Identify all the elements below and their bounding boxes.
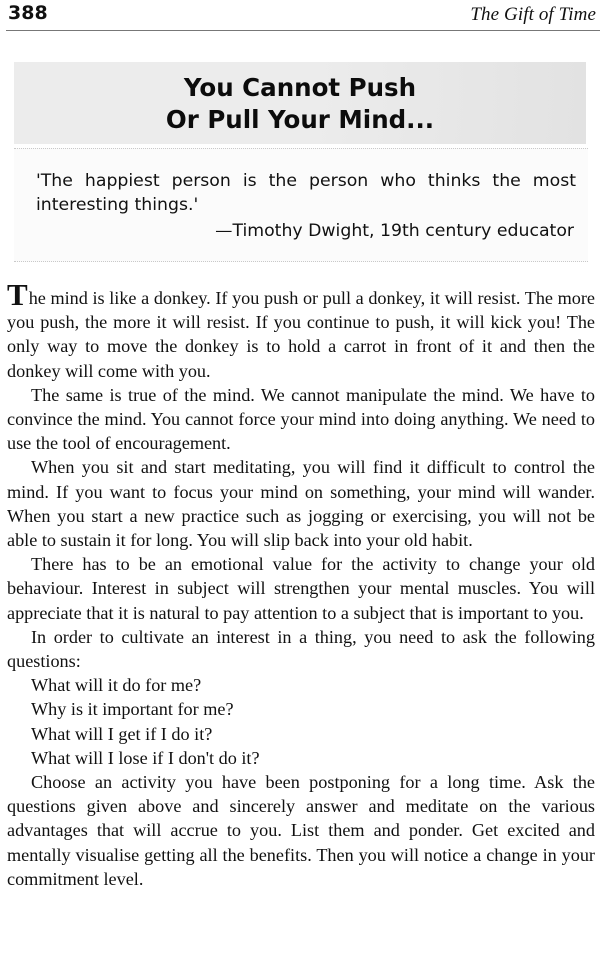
epigraph-attribution: —Timothy Dwight, 19th century educator bbox=[215, 221, 574, 241]
question-2: Why is it important for me? bbox=[31, 699, 234, 720]
epigraph-box bbox=[14, 148, 588, 262]
chapter-title-line-1: You Cannot Push bbox=[183, 73, 417, 102]
chapter-title-line-2: Or Pull Your Mind... bbox=[165, 105, 435, 134]
paragraph-1 bbox=[7, 277, 595, 383]
paragraph-2: The same is true of the mind. We cannot manipulate the mind. We have to convince the mind. You cannot force your mind into doing anything. We need to use the tool of encouragement. bbox=[7, 384, 595, 454]
paragraph-3: When you sit and start meditating, you will find it difficult to control the mind. If you want to focus your mind on something, your mind will wander. When you start a new practice such as jogging or exercising, you will not be able to sustain it for long. You will slip back into your old habit. bbox=[7, 457, 595, 551]
paragraph-4: There has to be an emotional value for the activity to change your old behaviour. Interest in subject will strengthen your mental muscles. You will appreciate that it is natural to pay attention to a subject that is important to you. bbox=[7, 554, 595, 623]
question-4: What will I lose if I don't do it? bbox=[31, 747, 260, 768]
chapter-title-band bbox=[14, 62, 586, 144]
page-header bbox=[0, 0, 600, 34]
running-head: The Gift of Time bbox=[470, 4, 596, 25]
paragraph-6: Choose an activity you have been postponing for a long time. Ask the questions given above and sincerely answer and meditate on the various advantages that will accrue to you. List them and ponder. Get excited and mentally visualise getting all the benefits. Then you will notice a change in your commitment level. bbox=[7, 772, 595, 889]
paragraph-5: In order to cultivate an interest in a thing, you need to ask the following questions: bbox=[7, 626, 595, 672]
epigraph-quote: 'The happiest person is the person who thinks the most interesting things.' bbox=[36, 171, 576, 215]
chapter-title bbox=[14, 72, 586, 136]
paragraph-1-text: he mind is like a donkey. If you push or pull a donkey, it will resist. The more you push, the more it will resist. If you continue to push, it will kick you! The only way to move the donkey is to hold a carrot in front of it and then the donkey will come with you. bbox=[7, 288, 595, 381]
drop-cap: T bbox=[7, 277, 28, 312]
page-number: 388 bbox=[8, 2, 48, 24]
question-1: What will it do for me? bbox=[31, 675, 202, 696]
header-rule bbox=[6, 30, 600, 31]
body-text bbox=[7, 277, 595, 891]
question-3: What will I get if I do it? bbox=[31, 723, 213, 744]
